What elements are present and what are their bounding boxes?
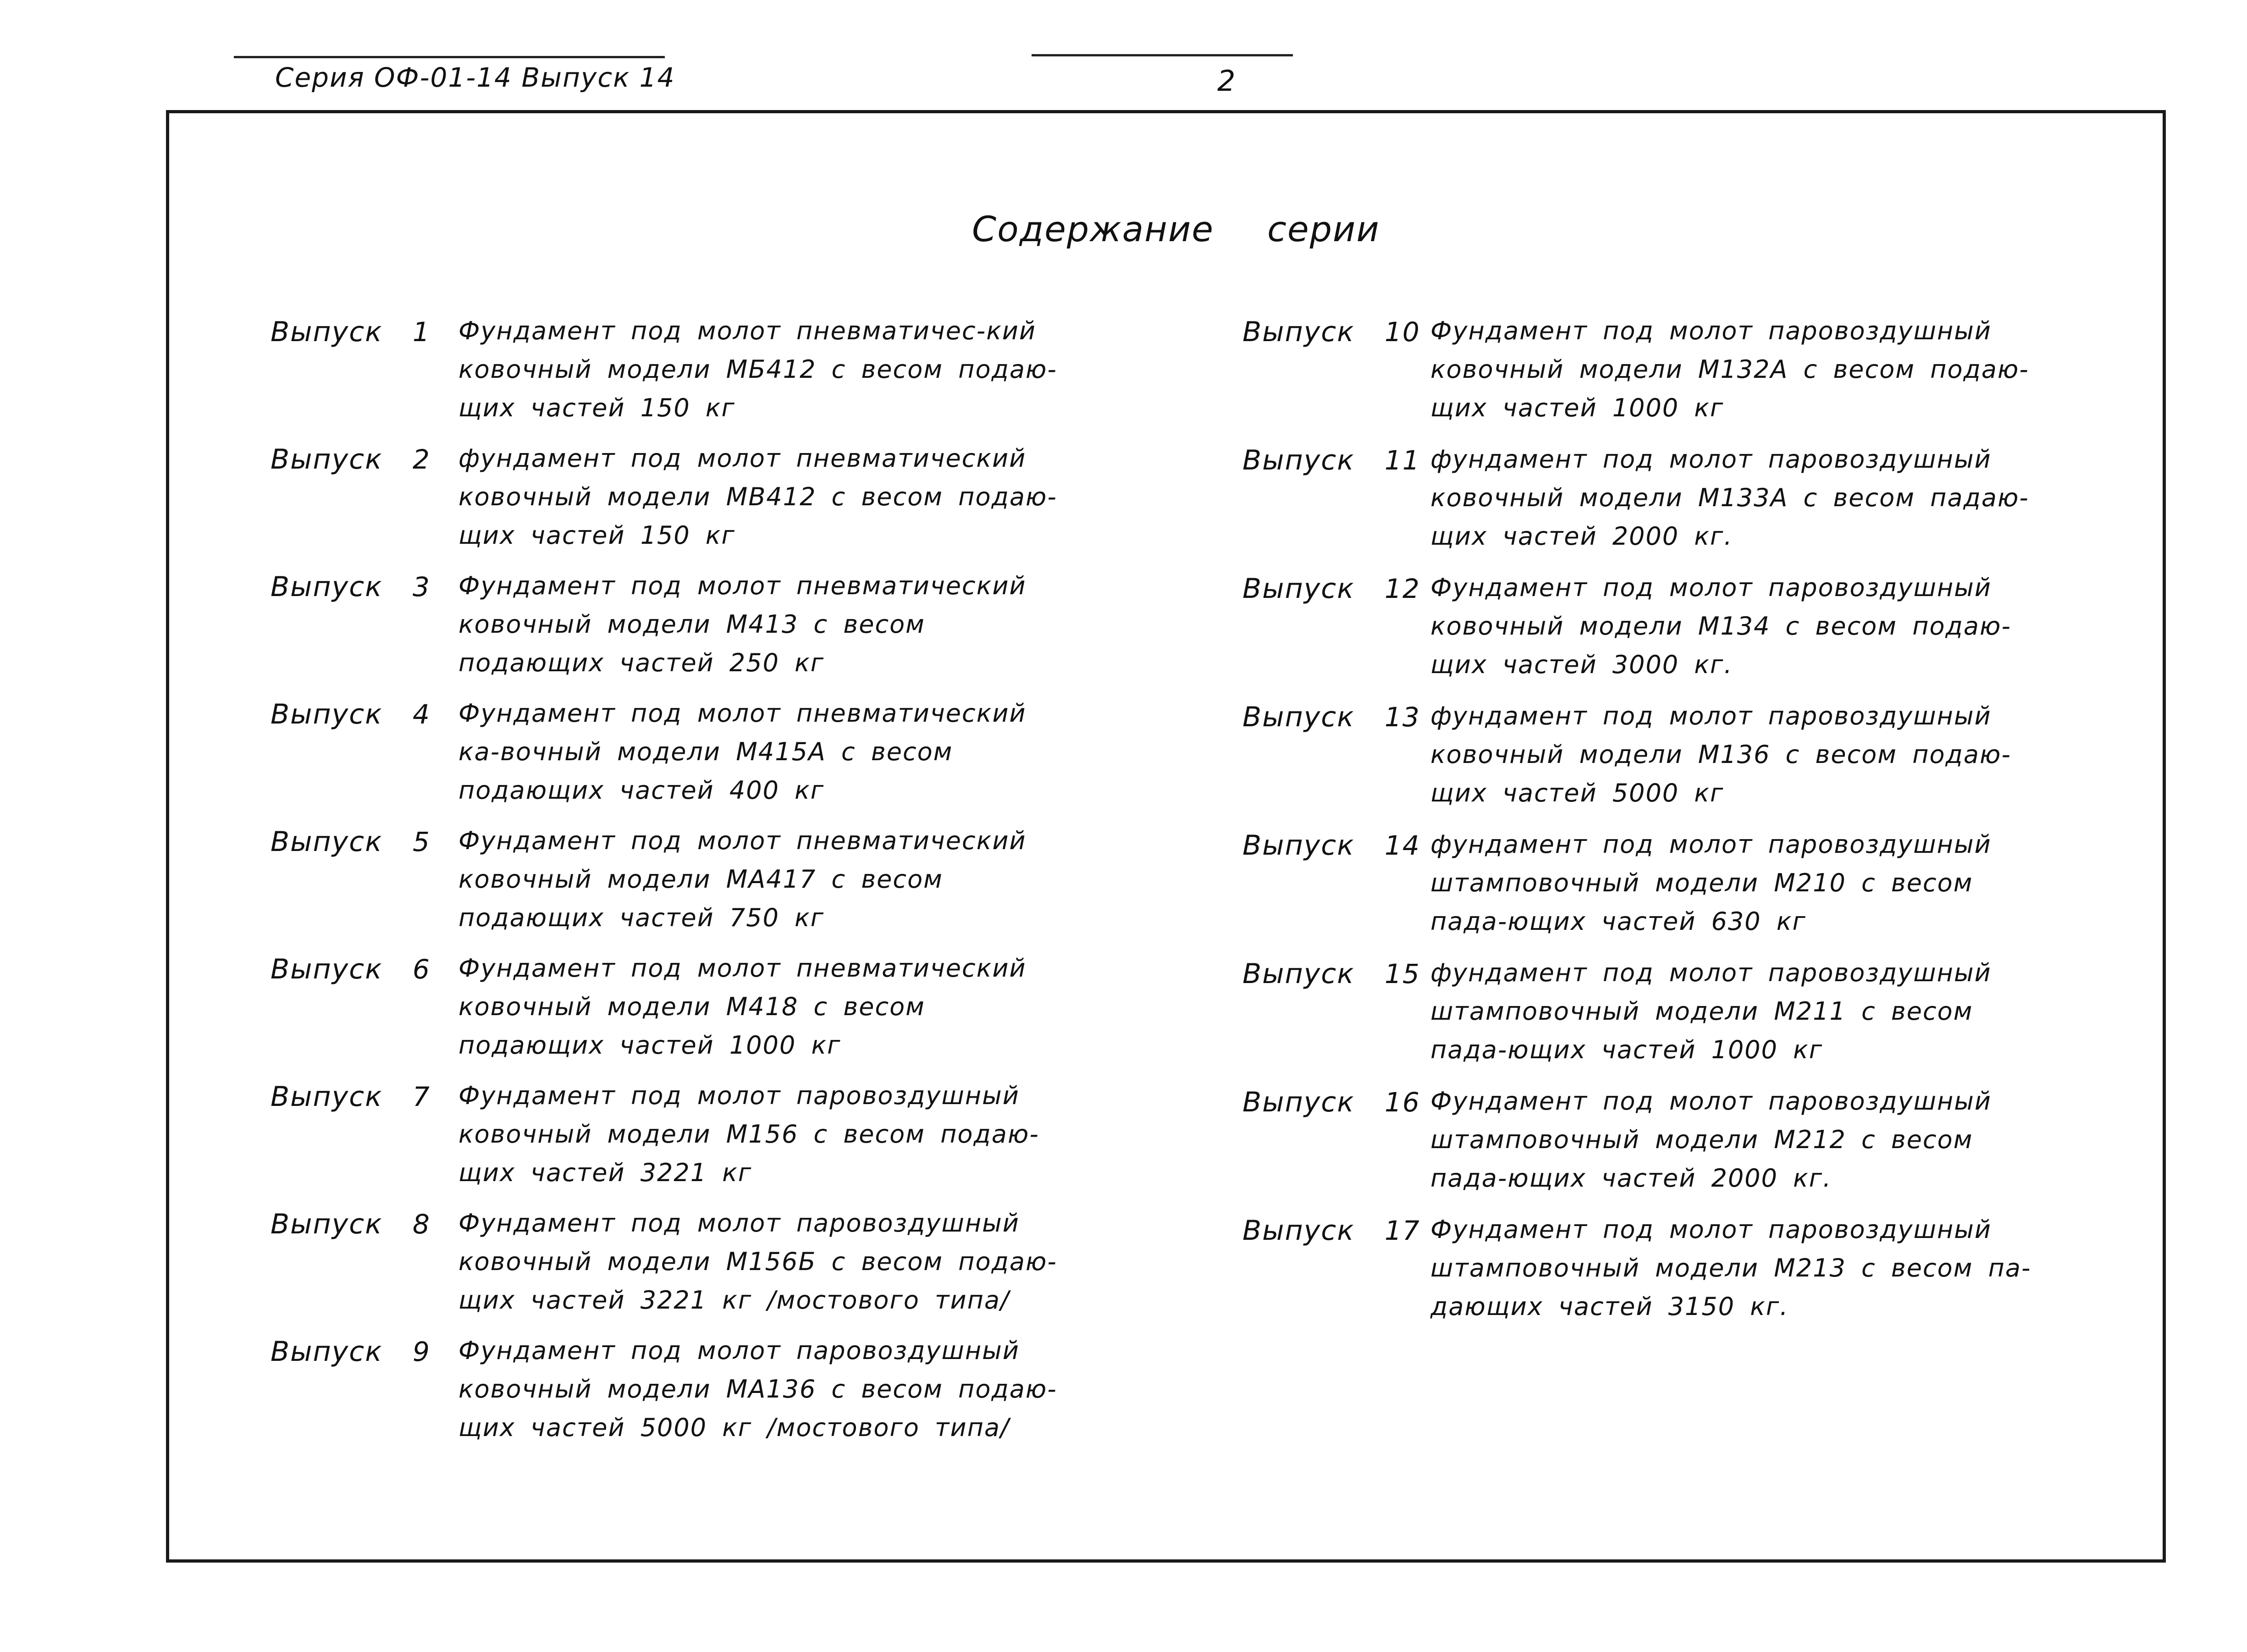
contents-entry-10 [1242, 312, 2114, 440]
entry-text: Фундамент под молот паровоздушный ковочный модели М156 с весом подаю-щих частей 3221 кг [458, 1081, 1039, 1187]
contents-entry-6 [271, 949, 1142, 1077]
entry-text: Фундамент под молот паровоздушный ковочный модели М132А с весом подаю-щих частей 1000 кг [1430, 316, 2029, 422]
entry-number: 16 [1385, 1087, 1420, 1118]
entry-text: фундамент под молот пневматический ковочный модели МВ412 с весом подаю-щих частей 150 кг [458, 444, 1057, 550]
entry-label: Выпуск [271, 826, 383, 858]
entry-number: 2 [413, 444, 431, 475]
contents-entry-17 [1242, 1210, 2114, 1339]
contents-entry-5 [271, 822, 1142, 949]
contents-entry-11 [1242, 440, 2114, 569]
entry-text: Фундамент под молот паровоздушный ковочный модели М156Б с весом подаю-щих частей 3221 кг /мостового типа/ [458, 1209, 1057, 1315]
entry-label: Выпуск [271, 1336, 383, 1368]
entry-label: Выпуск [1242, 316, 1355, 348]
entry-text: Фундамент под молот пневматический ковочный модели М418 с весом подающих частей 1000 кг [458, 954, 1027, 1060]
entry-text: фундамент под молот паровоздушный штамповочный модели М211 с весом пада-ющих частей 1000 кг [1430, 958, 1992, 1064]
entry-text: Фундамент под молот паровоздушный ковочный модели МА136 с весом подаю-щих частей 5000 кг /мостового типа/ [458, 1336, 1057, 1442]
entry-label: Выпуск [1242, 1215, 1355, 1247]
contents-entry-7 [271, 1077, 1142, 1204]
entry-number: 10 [1385, 316, 1420, 348]
entry-number: 9 [413, 1336, 431, 1367]
entry-label: Выпуск [1242, 829, 1355, 862]
entry-label: Выпуск [271, 1081, 383, 1113]
series-header: Серия ОФ-01-14 Выпуск 14 [275, 62, 675, 93]
contents-entry-13 [1242, 697, 2114, 825]
contents-entry-16 [1242, 1082, 2114, 1210]
contents-entry-2 [271, 439, 1142, 567]
entry-label: Выпуск [1242, 1086, 1355, 1118]
entry-text: Фундамент под молот пневматичес-кий ковочный модели МБ412 с весом подаю-щих частей 150 кг [458, 316, 1057, 422]
entry-number: 15 [1385, 958, 1420, 989]
page-number: 2 [1217, 64, 1237, 98]
entry-number: 4 [413, 699, 431, 730]
entry-number: 12 [1385, 573, 1420, 604]
entry-label: Выпуск [271, 571, 383, 603]
contents-entry-15 [1242, 954, 2114, 1082]
page-number-rule [1032, 54, 1293, 56]
entry-label: Выпуск [1242, 701, 1355, 733]
entry-text: фундамент под молот паровоздушный ковочный модели М133А с весом падаю-щих частей 2000 кг. [1430, 445, 2029, 551]
contents-entry-12 [1242, 569, 2114, 697]
contents-entry-9 [271, 1332, 1142, 1459]
contents-entry-4 [271, 694, 1142, 822]
entry-number: 3 [413, 571, 431, 602]
contents-entry-3 [271, 567, 1142, 694]
entry-label: Выпуск [271, 316, 383, 348]
entry-number: 11 [1385, 445, 1420, 476]
entry-number: 6 [413, 954, 431, 985]
entry-text: Фундамент под молот пневматический ковочный модели МА417 с весом подающих частей 750 кг [458, 826, 1027, 932]
entry-number: 8 [413, 1209, 431, 1240]
entry-label: Выпуск [271, 698, 383, 730]
entry-label: Выпуск [1242, 958, 1355, 990]
entry-label: Выпуск [1242, 444, 1355, 476]
entry-text: Фундамент под молот паровоздушный ковочный модели М134 с весом подаю-щих частей 3000 кг. [1430, 573, 2011, 679]
entry-number: 7 [413, 1081, 431, 1112]
entry-label: Выпуск [1242, 573, 1355, 605]
contents-entry-1 [271, 312, 1142, 439]
contents-right-column [1242, 312, 2114, 1339]
contents-left-column [271, 312, 1142, 1459]
entry-label: Выпуск [271, 953, 383, 985]
entry-label: Выпуск [271, 443, 383, 475]
entry-number: 17 [1385, 1215, 1420, 1246]
page-title: Содержание серии [972, 209, 1380, 249]
entry-text: Фундамент под молот пневматический ковочный модели М413 с весом подающих частей 250 кг [458, 571, 1027, 677]
entry-number: 1 [413, 316, 431, 348]
contents-entry-14 [1242, 825, 2114, 954]
header-rule [234, 56, 665, 58]
entry-label: Выпуск [271, 1208, 383, 1240]
entry-number: 14 [1385, 830, 1420, 861]
contents-entry-8 [271, 1204, 1142, 1332]
entry-number: 5 [413, 826, 431, 857]
entry-text: фундамент под молот паровоздушный штамповочный модели М210 с весом пада-ющих частей 630 кг [1430, 830, 1992, 936]
entry-text: Фундамент под молот паровоздушный штамповочный модели М212 с весом пада-ющих частей 2000 кг. [1430, 1087, 1992, 1193]
entry-text: фундамент под молот паровоздушный ковочный модели М136 с весом подаю-щих частей 5000 кг [1430, 702, 2011, 807]
entry-number: 13 [1385, 702, 1420, 733]
entry-text: Фундамент под молот паровоздушный штамповочный модели М213 с весом па-дающих частей 3150 кг. [1430, 1215, 2032, 1321]
entry-text: Фундамент под молот пневматический ка-вочный модели М415А с весом подающих частей 400 кг [458, 699, 1027, 805]
